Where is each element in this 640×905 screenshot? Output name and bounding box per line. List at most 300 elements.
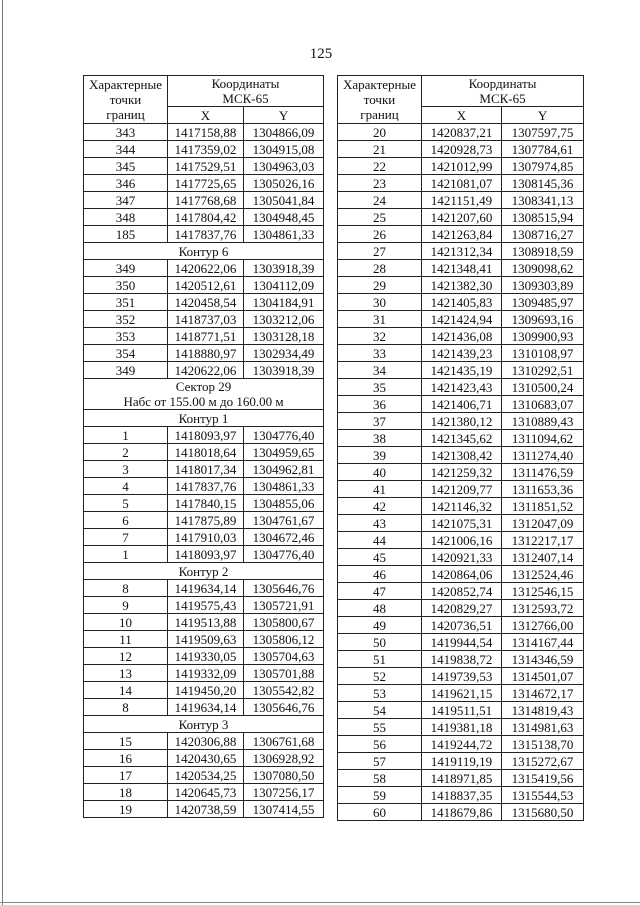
table-row	[84, 209, 324, 226]
contour-heading: Контур 2	[84, 563, 324, 580]
contour-heading-row	[84, 243, 324, 260]
coordinate-y: 1305704,63	[244, 648, 324, 665]
coordinate-x: 1421075,31	[422, 515, 502, 532]
coordinate-y: 1308716,27	[502, 226, 584, 243]
coordinate-y: 1312047,09	[502, 515, 584, 532]
coordinate-x: 1417910,03	[168, 529, 244, 546]
coordinate-y: 1314167,44	[502, 634, 584, 651]
scan-edge-bottom	[0, 902, 640, 903]
table-row	[338, 685, 584, 702]
coordinate-x: 1417837,76	[168, 226, 244, 243]
coordinate-y: 1304855,06	[244, 495, 324, 512]
point-number: 25	[338, 209, 422, 226]
coordinate-y: 1315138,70	[502, 736, 584, 753]
header-point-line-2: точки	[109, 92, 142, 107]
coordinate-x: 1420928,73	[422, 141, 502, 158]
left-table-body	[84, 124, 324, 818]
table-row	[338, 804, 584, 821]
point-number: 15	[84, 733, 168, 750]
coordinate-x: 1420829,27	[422, 600, 502, 617]
point-number: 16	[84, 750, 168, 767]
coordinate-y: 1304672,46	[244, 529, 324, 546]
point-number: 19	[84, 801, 168, 818]
table-row	[338, 600, 584, 617]
coordinate-y: 1314501,07	[502, 668, 584, 685]
coordinate-y: 1315419,56	[502, 770, 584, 787]
point-number: 4	[84, 478, 168, 495]
coordinate-y: 1315544,53	[502, 787, 584, 804]
point-number: 33	[338, 345, 422, 362]
table-row	[84, 546, 324, 563]
header-boundary-points	[84, 76, 168, 124]
point-number: 7	[84, 529, 168, 546]
table-row	[84, 529, 324, 546]
coordinate-x: 1417804,42	[168, 209, 244, 226]
coordinate-x: 1417837,76	[168, 478, 244, 495]
table-row	[84, 427, 324, 444]
coordinate-x: 1419513,88	[168, 614, 244, 631]
coordinate-y: 1309900,93	[502, 328, 584, 345]
coordinate-x: 1420534,25	[168, 767, 244, 784]
header-coordinates	[422, 76, 584, 107]
table-row	[84, 614, 324, 631]
page-number: 125	[309, 46, 333, 62]
coordinate-x: 1417529,51	[168, 158, 244, 175]
point-number: 39	[338, 447, 422, 464]
coordinate-x: 1417359,02	[168, 141, 244, 158]
coordinate-x: 1421151,49	[422, 192, 502, 209]
header-point-line-2: точки	[363, 92, 396, 107]
table-row	[338, 124, 584, 141]
point-number: 30	[338, 294, 422, 311]
table-row	[338, 294, 584, 311]
coordinate-y: 1303918,39	[244, 362, 324, 379]
coordinate-y: 1311476,59	[502, 464, 584, 481]
coordinate-x: 1420852,74	[422, 583, 502, 600]
point-number: 29	[338, 277, 422, 294]
coordinate-y: 1311653,36	[502, 481, 584, 498]
table-row	[84, 784, 324, 801]
coordinate-y: 1304776,40	[244, 427, 324, 444]
point-number: 347	[84, 192, 168, 209]
point-number: 11	[84, 631, 168, 648]
point-number: 47	[338, 583, 422, 600]
point-number: 60	[338, 804, 422, 821]
point-number: 18	[84, 784, 168, 801]
coordinate-x: 1418737,03	[168, 311, 244, 328]
point-number: 24	[338, 192, 422, 209]
point-number: 1	[84, 546, 168, 563]
coordinate-y: 1307080,50	[244, 767, 324, 784]
coordinate-x: 1418017,34	[168, 461, 244, 478]
table-row	[338, 362, 584, 379]
table-row	[84, 767, 324, 784]
table-row	[84, 277, 324, 294]
coordinate-y: 1304959,65	[244, 444, 324, 461]
contour-heading: Контур 6	[84, 243, 324, 260]
coordinate-y: 1312766,00	[502, 617, 584, 634]
coordinate-x: 1421424,94	[422, 311, 502, 328]
coordinate-x: 1420622,06	[168, 260, 244, 277]
header-point-line-1: Характерные	[89, 77, 162, 92]
coordinate-x: 1419381,18	[422, 719, 502, 736]
table-row	[84, 699, 324, 716]
header-x: X	[168, 107, 244, 124]
point-number: 9	[84, 597, 168, 614]
table-row	[338, 192, 584, 209]
table-row	[84, 444, 324, 461]
point-number: 28	[338, 260, 422, 277]
coordinate-x: 1421405,83	[422, 294, 502, 311]
coordinate-x: 1421380,12	[422, 413, 502, 430]
table-row	[338, 226, 584, 243]
point-number: 42	[338, 498, 422, 515]
table-row	[84, 158, 324, 175]
header-coord-line-2: МСК-65	[222, 91, 269, 106]
table-row	[338, 141, 584, 158]
contour-heading-row	[84, 716, 324, 733]
point-number: 10	[84, 614, 168, 631]
point-number: 21	[338, 141, 422, 158]
coordinate-y: 1302934,49	[244, 345, 324, 362]
coordinate-y: 1304948,45	[244, 209, 324, 226]
header-coord-line-2: МСК-65	[479, 91, 526, 106]
coordinate-y: 1311851,52	[502, 498, 584, 515]
table-row	[338, 481, 584, 498]
header-coordinates	[168, 76, 324, 107]
coordinate-x: 1418880,97	[168, 345, 244, 362]
coordinate-y: 1305800,67	[244, 614, 324, 631]
point-number: 23	[338, 175, 422, 192]
coordinate-y: 1304776,40	[244, 546, 324, 563]
coordinate-x: 1421348,41	[422, 260, 502, 277]
sector-heading-line: Сектор 29	[175, 379, 232, 394]
table-row	[338, 413, 584, 430]
point-number: 14	[84, 682, 168, 699]
coordinate-x: 1420921,33	[422, 549, 502, 566]
table-row	[84, 141, 324, 158]
table-row	[84, 597, 324, 614]
point-number: 54	[338, 702, 422, 719]
coordinate-y: 1304915,08	[244, 141, 324, 158]
coordinate-y: 1305721,91	[244, 597, 324, 614]
coordinate-x: 1421012,99	[422, 158, 502, 175]
coordinate-x: 1421146,32	[422, 498, 502, 515]
coordinate-x: 1419450,20	[168, 682, 244, 699]
coordinate-x: 1420306,88	[168, 733, 244, 750]
point-number: 22	[338, 158, 422, 175]
coordinate-y: 1307256,17	[244, 784, 324, 801]
point-number: 17	[84, 767, 168, 784]
coordinate-y: 1305646,76	[244, 699, 324, 716]
coordinate-y: 1304112,09	[244, 277, 324, 294]
coordinate-y: 1315680,50	[502, 804, 584, 821]
coordinate-y: 1309485,97	[502, 294, 584, 311]
table-row	[338, 753, 584, 770]
coordinate-x: 1420458,54	[168, 294, 244, 311]
coordinate-x: 1419634,14	[168, 580, 244, 597]
coordinate-y: 1310683,07	[502, 396, 584, 413]
point-number: 36	[338, 396, 422, 413]
coordinate-x: 1421081,07	[422, 175, 502, 192]
coordinate-x: 1417158,88	[168, 124, 244, 141]
table-row	[338, 447, 584, 464]
point-number: 350	[84, 277, 168, 294]
coordinate-x: 1418018,64	[168, 444, 244, 461]
table-row	[338, 787, 584, 804]
coordinate-x: 1421006,16	[422, 532, 502, 549]
coordinate-y: 1311274,40	[502, 447, 584, 464]
coordinate-x: 1419511,51	[422, 702, 502, 719]
coordinate-y: 1305646,76	[244, 580, 324, 597]
coordinate-y: 1307597,75	[502, 124, 584, 141]
coordinate-y: 1311094,62	[502, 430, 584, 447]
coordinate-y: 1305542,82	[244, 682, 324, 699]
point-number: 59	[338, 787, 422, 804]
coordinate-y: 1305041,84	[244, 192, 324, 209]
coordinate-x: 1417875,89	[168, 512, 244, 529]
coordinate-y: 1308918,59	[502, 243, 584, 260]
table-row	[338, 464, 584, 481]
point-number: 55	[338, 719, 422, 736]
coordinate-x: 1421259,32	[422, 464, 502, 481]
point-number: 349	[84, 260, 168, 277]
table-row	[84, 682, 324, 699]
point-number: 52	[338, 668, 422, 685]
table-row	[84, 328, 324, 345]
header-coord-line-1: Координаты	[211, 76, 280, 91]
coordinate-x: 1420645,73	[168, 784, 244, 801]
point-number: 348	[84, 209, 168, 226]
coordinate-x: 1419509,63	[168, 631, 244, 648]
point-number: 20	[338, 124, 422, 141]
point-number: 3	[84, 461, 168, 478]
coordinate-y: 1312593,72	[502, 600, 584, 617]
coordinates-table-right	[337, 75, 584, 821]
coordinate-y: 1315272,67	[502, 753, 584, 770]
table-row	[338, 311, 584, 328]
coordinate-y: 1307414,55	[244, 801, 324, 818]
table-row	[338, 396, 584, 413]
coordinate-x: 1419330,05	[168, 648, 244, 665]
coordinate-y: 1306761,68	[244, 733, 324, 750]
coordinate-y: 1308145,36	[502, 175, 584, 192]
header-x: X	[422, 107, 502, 124]
point-number: 40	[338, 464, 422, 481]
coordinate-y: 1306928,92	[244, 750, 324, 767]
table-row	[338, 668, 584, 685]
coordinate-y: 1304963,03	[244, 158, 324, 175]
point-number: 49	[338, 617, 422, 634]
coordinate-x: 1421423,43	[422, 379, 502, 396]
coordinate-x: 1419621,15	[422, 685, 502, 702]
coordinate-x: 1417768,68	[168, 192, 244, 209]
point-number: 57	[338, 753, 422, 770]
table-row	[84, 311, 324, 328]
coordinate-x: 1420512,61	[168, 277, 244, 294]
point-number: 53	[338, 685, 422, 702]
point-number: 32	[338, 328, 422, 345]
table-row	[338, 515, 584, 532]
coordinate-y: 1308515,94	[502, 209, 584, 226]
coordinate-x: 1421207,60	[422, 209, 502, 226]
coordinate-y: 1304861,33	[244, 478, 324, 495]
point-number: 58	[338, 770, 422, 787]
header-boundary-points	[338, 76, 422, 124]
point-number: 8	[84, 580, 168, 597]
coordinate-y: 1304962,81	[244, 461, 324, 478]
table-row	[84, 733, 324, 750]
table-row	[84, 580, 324, 597]
coordinate-y: 1310292,51	[502, 362, 584, 379]
table-row	[84, 801, 324, 818]
coordinate-x: 1421312,34	[422, 243, 502, 260]
point-number: 13	[84, 665, 168, 682]
coordinate-y: 1310108,97	[502, 345, 584, 362]
table-row	[338, 243, 584, 260]
point-number: 185	[84, 226, 168, 243]
coordinate-x: 1421439,23	[422, 345, 502, 362]
contour-heading: Контур 1	[84, 410, 324, 427]
coordinate-x: 1418093,97	[168, 427, 244, 444]
coordinate-x: 1418679,86	[422, 804, 502, 821]
table-row	[338, 549, 584, 566]
header-point-line-1: Характерные	[343, 77, 416, 92]
coordinate-x: 1417725,65	[168, 175, 244, 192]
coordinates-table-left	[83, 75, 324, 818]
coordinate-y: 1309303,89	[502, 277, 584, 294]
coordinate-x: 1417840,15	[168, 495, 244, 512]
point-number: 46	[338, 566, 422, 583]
table-row	[338, 277, 584, 294]
coordinate-y: 1312217,17	[502, 532, 584, 549]
table-row	[84, 495, 324, 512]
coordinate-x: 1420736,51	[422, 617, 502, 634]
sector-heading-row	[84, 379, 324, 410]
table-row	[338, 328, 584, 345]
coordinate-y: 1305026,16	[244, 175, 324, 192]
table-row	[338, 736, 584, 753]
point-number: 43	[338, 515, 422, 532]
scan-edge-left	[2, 0, 3, 905]
coordinate-x: 1421382,30	[422, 277, 502, 294]
coordinate-y: 1309098,62	[502, 260, 584, 277]
coordinate-x: 1418837,35	[422, 787, 502, 804]
point-number: 48	[338, 600, 422, 617]
sector-heading-line: Набс от 155.00 м до 160.00 м	[123, 394, 284, 409]
table-row	[84, 175, 324, 192]
table-row	[338, 345, 584, 362]
coordinate-x: 1420738,59	[168, 801, 244, 818]
header-point-line-3: границ	[360, 107, 399, 122]
table-row	[84, 478, 324, 495]
table-row	[338, 430, 584, 447]
table-row	[338, 260, 584, 277]
point-number: 45	[338, 549, 422, 566]
point-number: 56	[338, 736, 422, 753]
point-number: 349	[84, 362, 168, 379]
point-number: 353	[84, 328, 168, 345]
point-number: 345	[84, 158, 168, 175]
coordinate-x: 1419838,72	[422, 651, 502, 668]
point-number: 6	[84, 512, 168, 529]
point-number: 41	[338, 481, 422, 498]
coordinate-x: 1421406,71	[422, 396, 502, 413]
coordinate-y: 1304184,91	[244, 294, 324, 311]
sector-heading	[84, 379, 324, 410]
coordinate-x: 1421436,08	[422, 328, 502, 345]
coordinate-x: 1419739,53	[422, 668, 502, 685]
point-number: 38	[338, 430, 422, 447]
point-number: 346	[84, 175, 168, 192]
coordinate-y: 1303128,18	[244, 328, 324, 345]
header-coord-line-1: Координаты	[468, 76, 537, 91]
point-number: 344	[84, 141, 168, 158]
coordinate-y: 1312546,15	[502, 583, 584, 600]
table-row	[338, 583, 584, 600]
table-row	[84, 124, 324, 141]
coordinate-y: 1305806,12	[244, 631, 324, 648]
table-row	[84, 226, 324, 243]
point-number: 12	[84, 648, 168, 665]
table-row	[84, 512, 324, 529]
coordinate-x: 1421345,62	[422, 430, 502, 447]
table-row	[84, 192, 324, 209]
table-row	[338, 770, 584, 787]
header-point-line-3: границ	[106, 107, 145, 122]
point-number: 1	[84, 427, 168, 444]
point-number: 26	[338, 226, 422, 243]
coordinate-y: 1314346,59	[502, 651, 584, 668]
coordinate-y: 1314981,63	[502, 719, 584, 736]
coordinate-x: 1421435,19	[422, 362, 502, 379]
coordinate-x: 1419119,19	[422, 753, 502, 770]
coordinate-x: 1418971,85	[422, 770, 502, 787]
coordinate-y: 1305701,88	[244, 665, 324, 682]
point-number: 8	[84, 699, 168, 716]
point-number: 2	[84, 444, 168, 461]
coordinate-y: 1304761,67	[244, 512, 324, 529]
coordinate-y: 1304861,33	[244, 226, 324, 243]
point-number: 27	[338, 243, 422, 260]
coordinate-x: 1419575,43	[168, 597, 244, 614]
coordinate-y: 1310889,43	[502, 413, 584, 430]
point-number: 5	[84, 495, 168, 512]
point-number: 343	[84, 124, 168, 141]
coordinate-x: 1418771,51	[168, 328, 244, 345]
point-number: 351	[84, 294, 168, 311]
table-row	[84, 631, 324, 648]
table-row	[84, 294, 324, 311]
point-number: 352	[84, 311, 168, 328]
coordinate-x: 1418093,97	[168, 546, 244, 563]
table-row	[338, 379, 584, 396]
table-row	[338, 175, 584, 192]
coordinate-y: 1314672,17	[502, 685, 584, 702]
right-table-body	[338, 124, 584, 821]
coordinate-x: 1420430,65	[168, 750, 244, 767]
coordinate-y: 1312524,46	[502, 566, 584, 583]
coordinate-y: 1303212,06	[244, 311, 324, 328]
table-row	[338, 617, 584, 634]
coordinate-y: 1314819,43	[502, 702, 584, 719]
point-number: 51	[338, 651, 422, 668]
coordinate-x: 1419944,54	[422, 634, 502, 651]
header-y: Y	[502, 107, 584, 124]
contour-heading: Контур 3	[84, 716, 324, 733]
table-row	[338, 651, 584, 668]
coordinate-x: 1421308,42	[422, 447, 502, 464]
